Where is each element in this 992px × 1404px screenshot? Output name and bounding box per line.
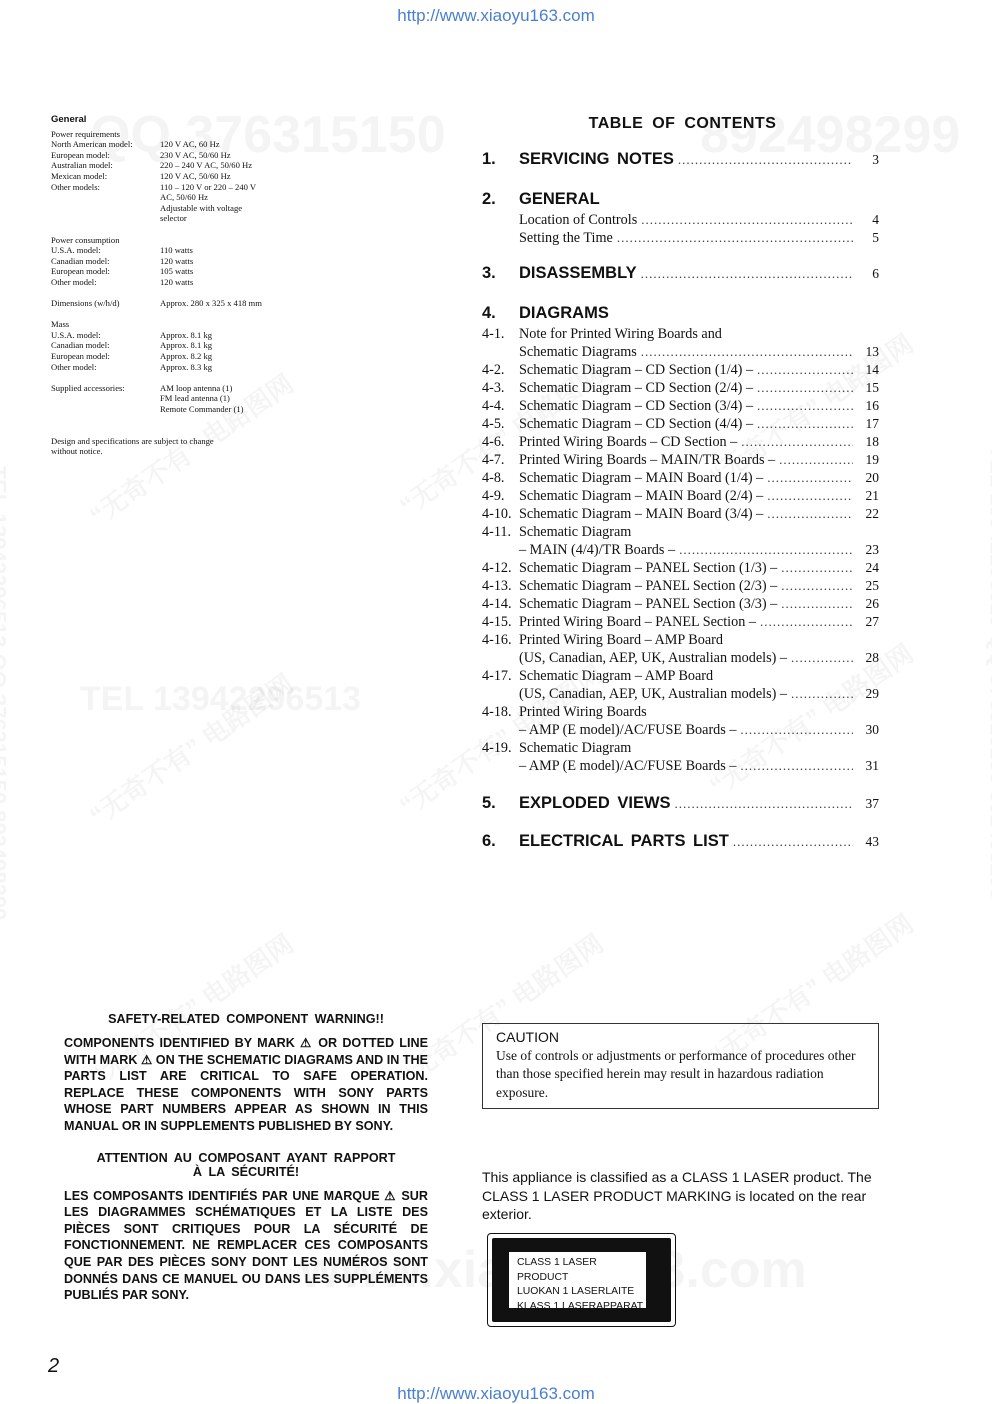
spec-row: Other model: Approx. 8.3 kg	[51, 361, 213, 372]
toc-item[interactable]: Setting the Time ..... 5	[482, 230, 879, 248]
toc-item[interactable]: 4-7. Printed Wiring Boards – MAIN/TR Boards – ..... 19	[482, 452, 879, 470]
spec-row: Mexican model: 120 V AC, 50/60 Hz	[51, 170, 231, 181]
spec-note: Design and specifications are subject to change	[51, 435, 214, 446]
spec-row: European model: Approx. 8.2 kg	[51, 351, 213, 362]
mass-label: Mass	[51, 319, 70, 330]
safety-heading-fr-2: À LA SÉCURITÉ!	[192, 1164, 300, 1179]
toc-item[interactable]: 4-17. Schematic Diagram – AMP Board	[482, 668, 714, 684]
toc-item[interactable]: 4-15. Printed Wiring Board – PANEL Section – ..... 27	[482, 614, 879, 632]
toc-item[interactable]: Schematic Diagrams ..... 13	[482, 344, 879, 362]
watermark-tel	[80, 680, 361, 719]
safety-body-en: COMPONENTS IDENTIFIED BY MARK ⚠ OR DOTTED LINE WITH MARK ⚠ ON THE SCHEMATIC DIAGRAMS AND IN THE PARTS LIST ARE CRITICAL TO SAFE OPERATION. REPLACE THESE COMPONENTS WITH SONY PARTS WHOSE PART NUMBERS APPEAR AS SHOWN IN THIS MANUAL OR IN SUPPLEMENTS PUBLISHED BY SONY.	[64, 1036, 428, 1133]
specifications	[51, 115, 301, 457]
spec-heading: General	[51, 114, 87, 125]
toc-item[interactable]: 4-18. Printed Wiring Boards	[482, 704, 647, 720]
toc-item[interactable]: 4-11. Schematic Diagram	[482, 524, 632, 540]
caution-body: Use of controls or adjustments or performance of procedures other than those specified herein may result in hazardous radiation exposure.	[496, 1048, 856, 1100]
spec-row: European model: 105 watts	[51, 266, 194, 277]
toc-item[interactable]: (US, Canadian, AEP, UK, Australian models) – ..... 28	[482, 650, 879, 668]
safety-warning	[64, 1012, 428, 1304]
header-url[interactable]: http://www.xiaoyu163.com	[397, 6, 595, 25]
toc-item[interactable]: 4-12. Schematic Diagram – PANEL Section (1/3) – ..... 24	[482, 560, 879, 578]
toc-section[interactable]: 1. SERVICING NOTES ..... 3	[482, 150, 879, 172]
toc-item[interactable]: 4-2. Schematic Diagram – CD Section (1/4) – ..... 14	[482, 362, 879, 380]
spec-row: U.S.A. model: Approx. 8.1 kg	[51, 329, 213, 340]
toc-section[interactable]: 4. DIAGRAMS	[482, 304, 609, 322]
spec-row: Canadian model: Approx. 8.1 kg	[51, 340, 213, 351]
toc-item[interactable]: 4-3. Schematic Diagram – CD Section (2/4) – ..... 15	[482, 380, 879, 398]
spec-row: North American model: 120 V AC, 60 Hz	[51, 139, 220, 150]
caution-box	[482, 1023, 879, 1109]
toc-section[interactable]: 3. DISASSEMBLY ..... 6	[482, 264, 879, 286]
toc-item[interactable]: 4-13. Schematic Diagram – PANEL Section (2/3) – ..... 25	[482, 578, 879, 596]
laser-statement: This appliance is classified as a CLASS 1 LASER product. The CLASS 1 LASER PRODUCT MARKING is located on the rear exterior.	[482, 1169, 872, 1222]
spec-row: European model: 230 V AC, 50/60 Hz	[51, 149, 231, 160]
spec-row: Other model: 120 watts	[51, 276, 194, 287]
power-requirements-label: Power requirements	[51, 128, 120, 139]
toc-section[interactable]: 6. ELECTRICAL PARTS LIST ..... 43	[482, 832, 879, 854]
table-of-contents	[482, 115, 879, 854]
spec-row: FM lead antenna (1)	[160, 393, 230, 404]
safety-heading-fr-1: ATTENTION AU COMPOSANT AYANT RAPPORT	[96, 1150, 396, 1165]
spec-note: without notice.	[51, 446, 103, 457]
toc-item[interactable]: – MAIN (4/4)/TR Boards – ..... 23	[482, 542, 879, 560]
toc-item[interactable]: 4-1. Note for Printed Wiring Boards and	[482, 326, 722, 342]
toc-item[interactable]: 4-6. Printed Wiring Boards – CD Section – ..... 18	[482, 434, 879, 452]
toc-item[interactable]: 4-8. Schematic Diagram – MAIN Board (1/4) – ..... 20	[482, 470, 879, 488]
toc-item[interactable]: 4-14. Schematic Diagram – PANEL Section (3/3) – ..... 26	[482, 596, 879, 614]
laser-label-text: CLASS 1 LASER PRODUCT LUOKAN 1 LASERLAITE KLASS 1 LASERAPPARAT	[508, 1251, 647, 1309]
safety-heading-en: SAFETY-RELATED COMPONENT WARNING!!	[108, 1012, 384, 1026]
laser-label	[487, 1233, 676, 1327]
toc-item[interactable]: 4-5. Schematic Diagram – CD Section (4/4) – ..... 17	[482, 416, 879, 434]
toc-item[interactable]: – AMP (E model)/AC/FUSE Boards – ..... 30	[482, 722, 879, 740]
toc-item[interactable]: 4-9. Schematic Diagram – MAIN Board (2/4) – ..... 21	[482, 488, 879, 506]
toc-section[interactable]: 2. GENERAL	[482, 190, 600, 208]
spec-row: Dimensions (w/h/d) Approx. 280 x 325 x 418 mm	[51, 298, 262, 309]
toc-item[interactable]: – AMP (E model)/AC/FUSE Boards – ..... 31	[482, 758, 879, 776]
toc-item[interactable]: 4-4. Schematic Diagram – CD Section (3/4) – ..... 16	[482, 398, 879, 416]
power-consumption-label: Power consumption	[51, 234, 120, 245]
watermark-side-left	[0, 466, 10, 921]
spec-row: AC, 50/60 Hz	[160, 192, 208, 203]
toc-item[interactable]: 4-19. Schematic Diagram	[482, 740, 632, 756]
toc-item[interactable]: 4-16. Printed Wiring Board – AMP Board	[482, 632, 723, 648]
spec-row: Australian model: 220 – 240 V AC, 50/60 Hz	[51, 160, 253, 171]
toc-section[interactable]: 5. EXPLODED VIEWS ..... 37	[482, 794, 879, 816]
toc-item[interactable]: Location of Controls ..... 4	[482, 212, 879, 230]
watermark-side-right	[984, 446, 992, 901]
spec-row: Canadian model: 120 watts	[51, 255, 194, 266]
toc-title: TABLE OF CONTENTS	[588, 115, 777, 132]
watermark-site-cn	[81, 664, 300, 833]
footer-url[interactable]: http://www.xiaoyu163.com	[397, 1384, 595, 1403]
caution-title: CAUTION	[496, 1029, 559, 1045]
spec-row: Other models: 110 – 120 V or 220 – 240 V	[51, 181, 257, 192]
toc-item[interactable]: (US, Canadian, AEP, UK, Australian models) – ..... 29	[482, 686, 879, 704]
toc-item[interactable]: 4-10. Schematic Diagram – MAIN Board (3/4) – ..... 22	[482, 506, 879, 524]
page-number: 2	[48, 1355, 60, 1377]
spec-row: selector	[160, 213, 187, 224]
spec-row: Supplied accessories: AM loop antenna (1)	[51, 382, 233, 393]
spec-row: Remote Commander (1)	[160, 404, 244, 415]
spec-row: U.S.A. model: 110 watts	[51, 245, 193, 256]
spec-row: Adjustable with voltage	[160, 202, 243, 213]
safety-body-fr: LES COMPOSANTS IDENTIFIÉS PAR UNE MARQUE ⚠ SUR LES DIAGRAMMES SCHÉMATIQUES ET LA LISTE DES PIÈCES SONT CRITIQUES POUR LA SÉCURITÉ DE FONCTIONNEMENT. NE REMPLACER CES COMPOSANTS QUE PAR DES PIÈCES SONY DONT LES NUMÉROS SONT DONNÉS DANS CE MANUEL OU DANS LES SUPPLÉMENTS PUBLIÉS PAR SONY.	[64, 1188, 428, 1303]
